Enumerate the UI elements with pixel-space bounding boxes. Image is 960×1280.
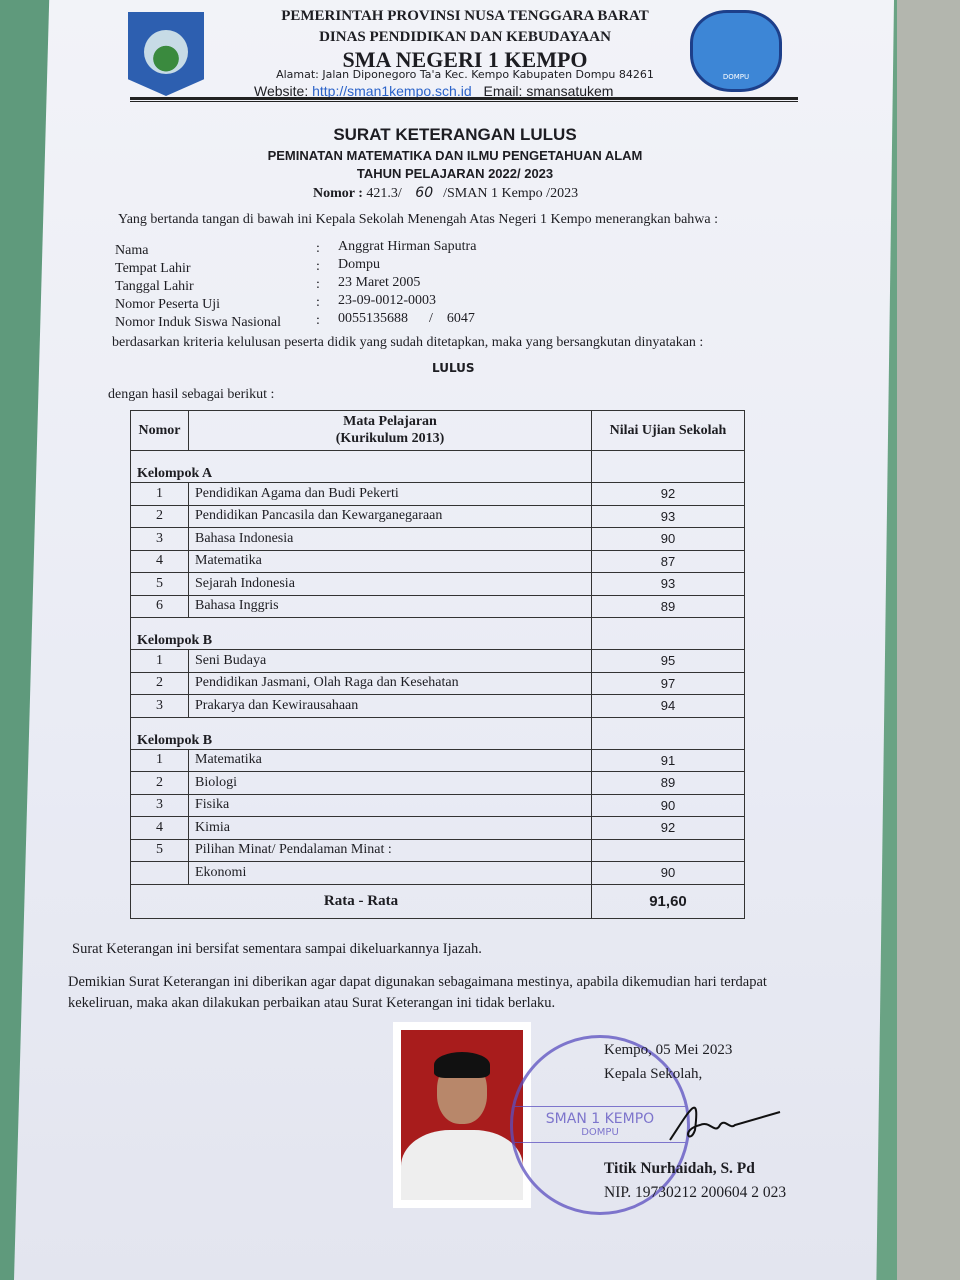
colon: : (316, 259, 320, 274)
table-row (131, 839, 745, 862)
colon: : (316, 241, 320, 256)
table-header (131, 411, 745, 451)
group-label: Kelompok A (131, 451, 592, 483)
colon: : (316, 277, 320, 292)
field-value: Anggrat Hirman Saputra (338, 239, 477, 254)
header-department: DINAS PENDIDIKAN DAN KEBUDAYAAN (319, 29, 611, 45)
subject: Biologi (189, 772, 592, 795)
subject: Pilihan Minat/ Pendalaman Minat : (189, 839, 592, 862)
grades-table (130, 410, 745, 919)
group-row (131, 618, 745, 650)
doc-year: TAHUN PELAJARAN 2022/ 2023 (356, 166, 554, 181)
email-value: smansatukem (526, 83, 614, 99)
row-number: 4 (131, 550, 189, 573)
group-empty (592, 618, 745, 650)
table-row (131, 749, 745, 772)
subject: Matematika (189, 749, 592, 772)
score: 89 (592, 595, 745, 618)
signer-nip: NIP. 19730212 200604 2 023 (604, 1184, 787, 1201)
colon: : (316, 295, 320, 310)
row-number (131, 862, 189, 885)
field-value: 0055135688 / 6047 (338, 311, 475, 326)
group-empty (592, 717, 745, 749)
row-number: 1 (131, 650, 189, 673)
signer-name: Titik Nurhaidah, S. Pd (604, 1160, 755, 1177)
score: 93 (592, 573, 745, 596)
group-empty (592, 451, 745, 483)
field-label: Nomor Peserta Uji (115, 297, 220, 312)
email-label: Email: (483, 83, 523, 99)
score: 95 (592, 650, 745, 673)
header-rule (130, 97, 798, 102)
average-label: Rata - Rata (131, 884, 592, 918)
row-number: 5 (131, 573, 189, 596)
intro-text: Yang bertanda tangan di bawah ini Kepala Sekolah Menengah Atas Negeri 1 Kempo menerangkan bahwa : (118, 212, 719, 227)
group-label: Kelompok B (131, 717, 592, 749)
table-row (131, 817, 745, 840)
subject: Bahasa Inggris (189, 595, 592, 618)
subject: Kimia (189, 817, 592, 840)
score: 97 (592, 672, 745, 695)
signature (660, 1080, 790, 1150)
subject: Prakarya dan Kewirausahaan (189, 695, 592, 718)
school-name: SMA NEGERI 1 KEMPO (342, 47, 588, 72)
row-number: 3 (131, 528, 189, 551)
subject: Pendidikan Jasmani, Olah Raga dan Kesehatan (189, 672, 592, 695)
signer-role: Kepala Sekolah, (604, 1066, 703, 1082)
field-value: 23 Maret 2005 (338, 275, 421, 290)
doc-title: SURAT KETERANGAN LULUS (333, 125, 577, 144)
subject: Fisika (189, 794, 592, 817)
table-row (131, 772, 745, 795)
subject: Ekonomi (189, 862, 592, 885)
row-number: 3 (131, 794, 189, 817)
score: 90 (592, 862, 745, 885)
row-number: 6 (131, 595, 189, 618)
field-label: Tempat Lahir (115, 261, 191, 276)
header-mapel: Mata Pelajaran (Kurikulum 2013) (189, 411, 592, 451)
score: 91 (592, 749, 745, 772)
field-label: Nomor Induk Siswa Nasional (115, 315, 282, 330)
result-status: LULUS (432, 361, 475, 375)
average-row (131, 884, 745, 918)
score: 90 (592, 528, 745, 551)
results-intro: dengan hasil sebagai berikut : (108, 387, 275, 402)
row-number: 2 (131, 505, 189, 528)
colon: : (316, 313, 320, 328)
subject: Matematika (189, 550, 592, 573)
province-logo (128, 12, 204, 96)
score: 92 (592, 817, 745, 840)
average-value: 91,60 (592, 884, 745, 918)
subject: Sejarah Indonesia (189, 573, 592, 596)
row-number: 1 (131, 749, 189, 772)
school-logo: DOMPU (690, 10, 782, 92)
table-row (131, 862, 745, 885)
score: 93 (592, 505, 745, 528)
field-label: Tanggal Lahir (115, 279, 194, 294)
subject: Pendidikan Pancasila dan Kewarganegaraan (189, 505, 592, 528)
table-row (131, 528, 745, 551)
row-number: 2 (131, 672, 189, 695)
table-row (131, 650, 745, 673)
group-label: Kelompok B (131, 618, 592, 650)
website-link[interactable]: http://sman1kempo.sch.id (312, 83, 472, 99)
row-number: 1 (131, 483, 189, 506)
score: 89 (592, 772, 745, 795)
subject: Seni Budaya (189, 650, 592, 673)
header-nomor: Nomor (131, 411, 189, 451)
group-row (131, 451, 745, 483)
note-disclaimer: Demikian Surat Keterangan ini diberikan agar dapat digunakan sebagaimana mestinya, apabila dikemudian hari terdapat kekeliruan, maka akan dilakukan perbaikan atau Surat Keterangan ini tidak berlaku. (68, 974, 767, 1012)
row-number: 3 (131, 695, 189, 718)
school-address: Alamat: Jalan Diponegoro Ta'a Kec. Kempo Kabupaten Dompu 84261 (276, 68, 654, 81)
table-row (131, 505, 745, 528)
field-value: 23-09-0012-0003 (338, 293, 436, 308)
score: 94 (592, 695, 745, 718)
handwritten-number: 60 (415, 185, 434, 201)
doc-number: Nomor : 421.3/ 60 /SMAN 1 Kempo /2023 (313, 185, 579, 201)
website-label: Website: (254, 83, 309, 99)
table-row (131, 695, 745, 718)
criteria-text: berdasarkan kriteria kelulusan peserta didik yang sudah ditetapkan, maka yang bersangkutan dinyatakan : (112, 335, 704, 350)
row-number: 4 (131, 817, 189, 840)
doc-subtitle: PEMINATAN MATEMATIKA DAN ILMU PENGETAHUAN ALAM (267, 148, 643, 163)
header-government: PEMERINTAH PROVINSI NUSA TENGGARA BARAT (281, 8, 649, 24)
score: 92 (592, 483, 745, 506)
score: 90 (592, 794, 745, 817)
place-date: Kempo, 05 Mei 2023 (604, 1042, 733, 1058)
header-nilai: Nilai Ujian Sekolah (592, 411, 745, 451)
note-temporary: Surat Keterangan ini bersifat sementara sampai dikeluarkannya Ijazah. (72, 941, 482, 957)
table-row (131, 550, 745, 573)
table-row (131, 595, 745, 618)
school-stamp: SMAN 1 KEMPO DOMPU (510, 1035, 690, 1215)
score (592, 839, 745, 862)
field-label: Nama (115, 243, 149, 258)
score: 87 (592, 550, 745, 573)
row-number: 5 (131, 839, 189, 862)
subject: Bahasa Indonesia (189, 528, 592, 551)
subject: Pendidikan Agama dan Budi Pekerti (189, 483, 592, 506)
field-value: Dompu (338, 257, 380, 272)
row-number: 2 (131, 772, 189, 795)
table-row (131, 672, 745, 695)
group-row (131, 717, 745, 749)
table-row (131, 483, 745, 506)
table-row (131, 794, 745, 817)
table-row (131, 573, 745, 596)
